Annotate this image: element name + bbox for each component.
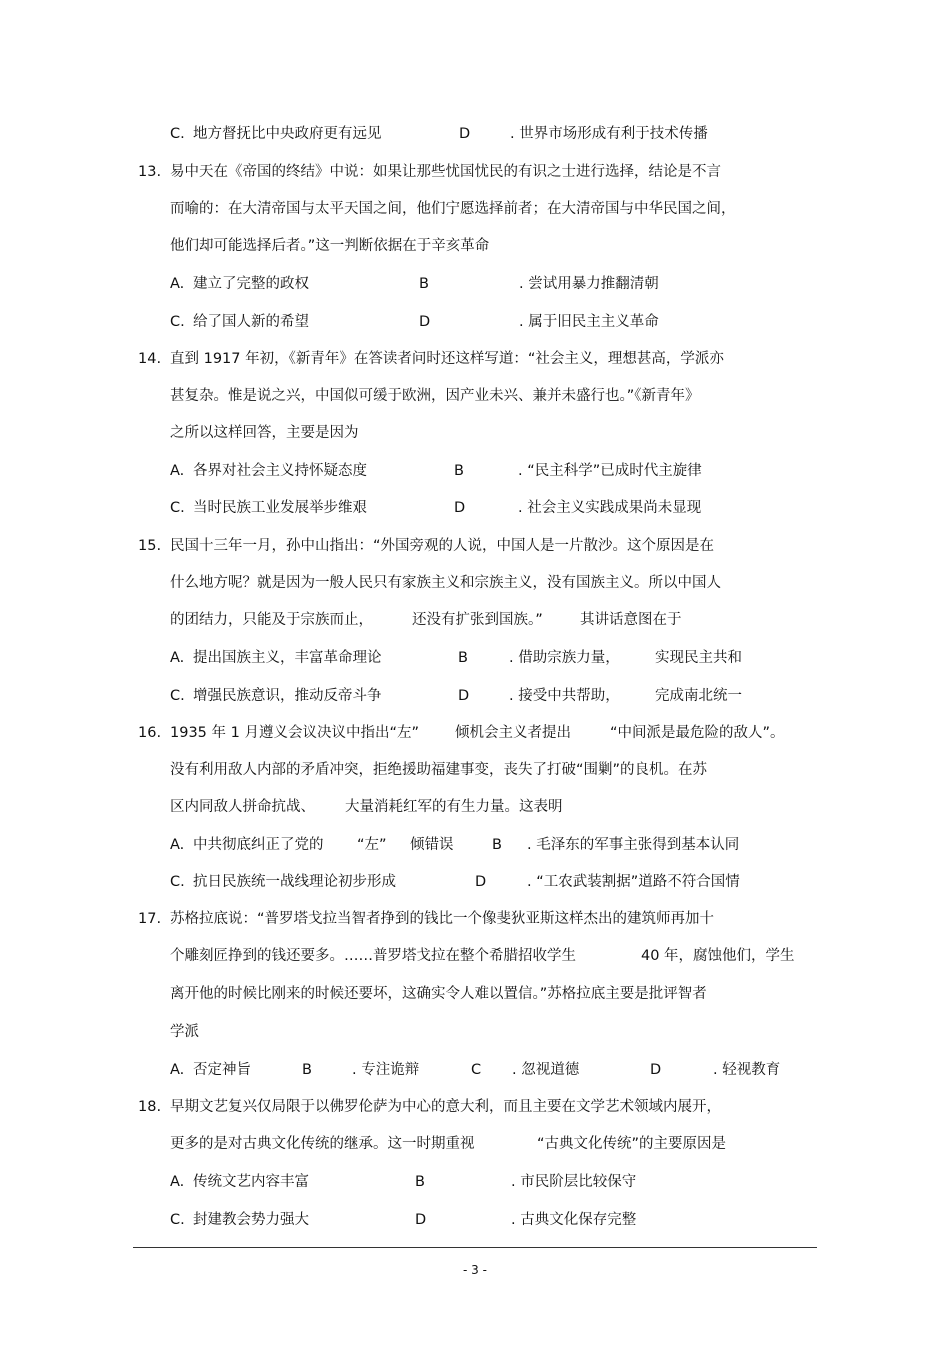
q17-option-a-text: 否定神旨 — [193, 1062, 251, 1078]
q14-option-d-letter: D — [454, 500, 466, 516]
q15-number: 15. — [138, 538, 162, 554]
q16-stem-line-1c: “中间派是最危险的敌人”。 — [610, 725, 785, 741]
q16-option-c-letter: C. — [170, 874, 185, 890]
q16-option-b-text: . 毛泽东的军事主张得到基本认同 — [527, 837, 740, 853]
q13-number: 13. — [138, 164, 162, 180]
q14-stem-line-3: 之所以这样回答，主要是因为 — [170, 425, 359, 441]
q13-option-a-text: 建立了完整的政权 — [193, 276, 309, 292]
q15-option-b-letter: B — [458, 650, 468, 666]
q17-option-c-text: . 忽视道德 — [512, 1062, 580, 1078]
q18-stem-line-1: 早期文艺复兴仅局限于以佛罗伦萨为中心的意大利，而且主要在文学艺术领域内展开， — [170, 1099, 721, 1115]
q17-option-c-letter: C — [471, 1062, 482, 1078]
q13-stem-line-2: 而喻的：在大清帝国与太平天国之间，他们宁愿选择前者；在大清帝国与中华民国之间， — [170, 201, 736, 217]
q14-option-a-text: 各界对社会主义持怀疑态度 — [193, 463, 367, 479]
q13-stem-line-1: 易中天在《帝国的终结》中说：如果让那些忧国忧民的有识之士进行选择，结论是不言 — [170, 164, 721, 180]
q14-option-a-letter: A. — [170, 463, 185, 479]
q14-option-b-letter: B — [454, 463, 464, 479]
q16-option-a-text-3: 倾错误 — [410, 837, 454, 853]
q18-stem-line-2b: “古典文化传统”的主要原因是 — [537, 1136, 727, 1152]
q13-option-b-text: . 尝试用暴力推翻清朝 — [519, 276, 659, 292]
q14-option-d-text: . 社会主义实践成果尚未显现 — [518, 500, 702, 516]
q16-stem-line-2: 没有利用敌人内部的矛盾冲突，拒绝援助福建事变，丧失了打破“围剿”的良机。在苏 — [170, 762, 708, 778]
q14-stem-line-1: 直到 1917 年初，《新青年》在答读者问时还这样写道：“社会主义，理想甚高，学派亦 — [170, 351, 724, 367]
q12-option-d-text: . 世界市场形成有利于技术传播 — [510, 126, 708, 142]
q16-stem-line-3a: 区内同敌人拼命抗战、 — [170, 799, 315, 815]
q16-stem-line-1b: 倾机会主义者提出 — [455, 725, 571, 741]
q15-stem-line-3c: 其讲话意图在于 — [580, 612, 682, 628]
q17-option-d-letter: D — [650, 1062, 662, 1078]
q16-number: 16. — [138, 725, 162, 741]
q17-stem-line-3: 离开他的时候比刚来的时候还要坏，这确实令人难以置信。”苏格拉底主要是批评智者 — [170, 986, 707, 1002]
q18-option-b-letter: B — [415, 1174, 425, 1190]
q17-option-a-letter: A. — [170, 1062, 185, 1078]
q14-stem-line-2: 甚复杂。惟是说之兴，中国似可缓于欧洲，因产业未兴、兼并未盛行也。”《新青年》 — [170, 388, 700, 404]
q16-option-d-letter: D — [475, 874, 487, 890]
q16-option-a-letter: A. — [170, 837, 185, 853]
q18-number: 18. — [138, 1099, 162, 1115]
q16-option-a-text-2: “左” — [357, 837, 387, 853]
q17-stem-line-2b: 40 年，腐蚀他们，学生 — [641, 948, 795, 964]
q12-option-d-letter: D — [459, 126, 471, 142]
q16-stem-line-1a: 1935 年 1 月遵义会议决议中指出“左” — [170, 725, 419, 741]
q15-option-c-text: 增强民族意识，推动反帝斗争 — [193, 688, 382, 704]
q16-option-c-text: 抗日民族统一战线理论初步形成 — [193, 874, 396, 890]
q15-stem-line-3b: 还没有扩张到国族。” — [412, 612, 543, 628]
q15-option-b-text-1: . 借助宗族力量， — [509, 650, 620, 666]
q18-option-b-text: . 市民阶层比较保守 — [511, 1174, 637, 1190]
q16-option-d-text: . “工农武装割据”道路不符合国情 — [527, 874, 740, 890]
q13-option-a-letter: A. — [170, 276, 185, 292]
q17-option-d-text: . 轻视教育 — [713, 1062, 781, 1078]
q16-option-a-text-1: 中共彻底纠正了党的 — [193, 837, 324, 853]
q14-number: 14. — [138, 351, 162, 367]
q15-stem-line-1: 民国十三年一月，孙中山指出：“外国旁观的人说，中国人是一片散沙。这个原因是在 — [170, 538, 715, 554]
q16-stem-line-3b: 大量消耗红军的有生力量。这表明 — [345, 799, 563, 815]
q15-option-c-letter: C. — [170, 688, 185, 704]
q14-option-b-text: . “民主科学”已成时代主旋律 — [518, 463, 702, 479]
footer-divider — [133, 1247, 817, 1248]
q17-stem-line-2a: 个雕刻匠挣到的钱还要多。……普罗塔戈拉在整个希腊招收学生 — [170, 948, 576, 964]
q15-option-a-letter: A. — [170, 650, 185, 666]
q17-stem-line-4: 学派 — [170, 1024, 199, 1040]
q17-stem-line-1: 苏格拉底说：“普罗塔戈拉当智者挣到的钱比一个像斐狄亚斯这样杰出的建筑师再加十 — [170, 911, 715, 927]
q15-option-a-text: 提出国族主义，丰富革命理论 — [193, 650, 382, 666]
q12-option-c-letter: C. — [170, 126, 185, 142]
q18-option-c-text: 封建教会势力强大 — [193, 1212, 309, 1228]
q18-option-c-letter: C. — [170, 1212, 185, 1228]
q17-option-b-letter: B — [302, 1062, 312, 1078]
q15-option-d-text-1: . 接受中共帮助， — [509, 688, 620, 704]
q18-option-a-text: 传统文艺内容丰富 — [193, 1174, 309, 1190]
q13-option-c-letter: C. — [170, 314, 185, 330]
q18-option-d-text: . 古典文化保存完整 — [511, 1212, 637, 1228]
q17-number: 17. — [138, 911, 162, 927]
q15-stem-line-2: 什么地方呢？就是因为一般人民只有家族主义和宗族主义，没有国族主义。所以中国人 — [170, 575, 721, 591]
q14-option-c-letter: C. — [170, 500, 185, 516]
q15-option-d-letter: D — [458, 688, 470, 704]
q18-option-a-letter: A. — [170, 1174, 185, 1190]
q13-option-d-letter: D — [419, 314, 431, 330]
q13-option-b-letter: B — [419, 276, 429, 292]
q16-option-b-letter: B — [492, 837, 502, 853]
q18-stem-line-2a: 更多的是对古典文化传统的继承。这一时期重视 — [170, 1136, 475, 1152]
q18-option-d-letter: D — [415, 1212, 427, 1228]
q13-option-d-text: . 属于旧民主主义革命 — [519, 314, 659, 330]
q13-stem-line-3: 他们却可能选择后者。”这一判断依据在于辛亥革命 — [170, 238, 490, 254]
q15-option-b-text-2: 实现民主共和 — [655, 650, 742, 666]
q13-option-c-text: 给了国人新的希望 — [193, 314, 309, 330]
q17-option-b-text: . 专注诡辩 — [352, 1062, 420, 1078]
q14-option-c-text: 当时民族工业发展举步维艰 — [193, 500, 367, 516]
q15-stem-line-3a: 的团结力，只能及于宗族而止， — [170, 612, 373, 628]
q15-option-d-text-2: 完成南北统一 — [655, 688, 742, 704]
q12-option-c-text: 地方督抚比中央政府更有远见 — [193, 126, 382, 142]
page-number: - 3 - — [463, 1263, 487, 1277]
